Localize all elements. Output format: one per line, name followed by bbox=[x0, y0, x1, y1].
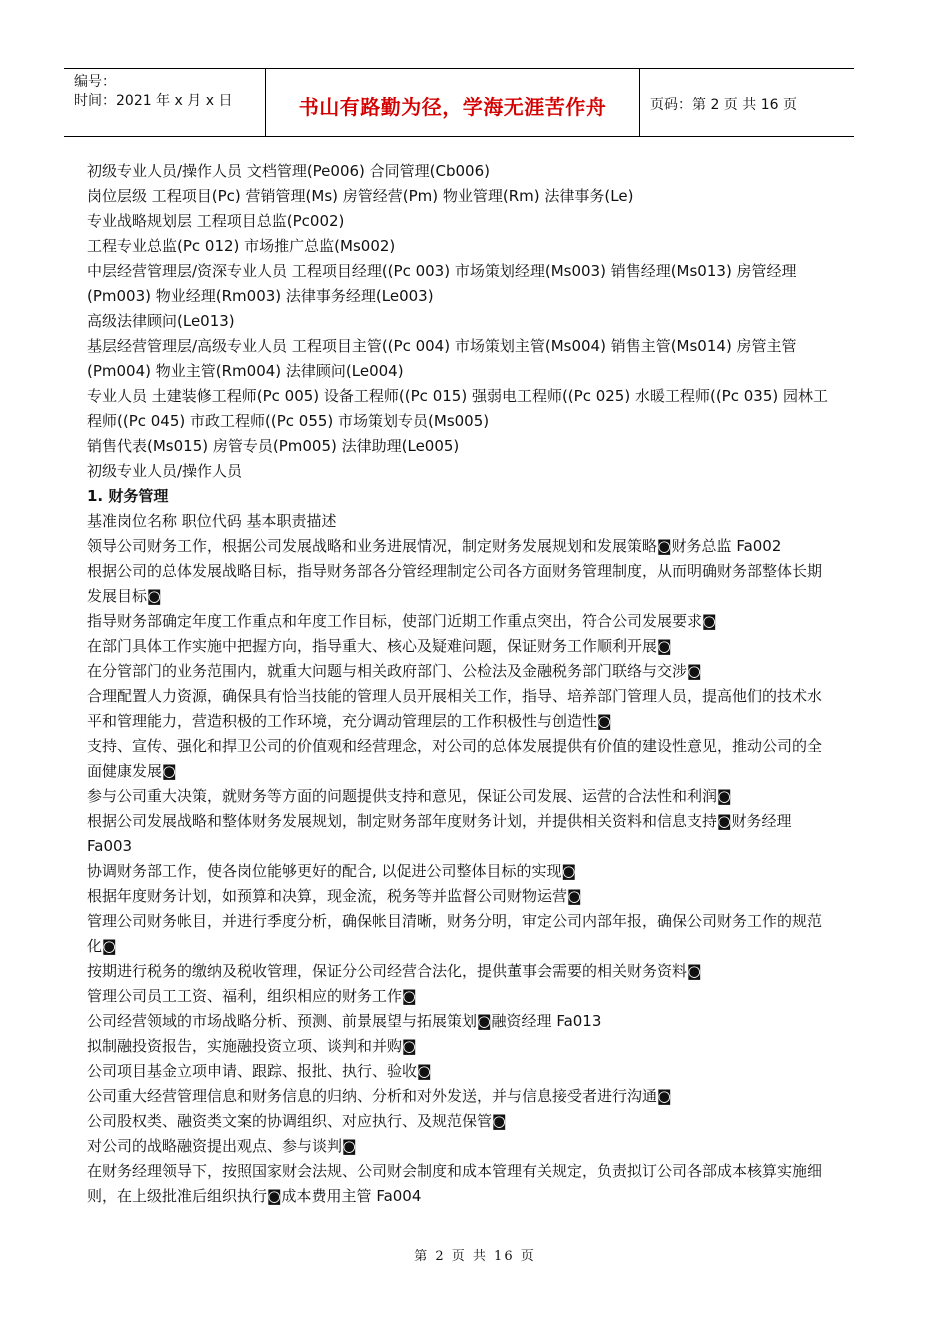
body-paragraph: 基准岗位名称 职位代码 基本职责描述 bbox=[87, 512, 337, 530]
body-paragraph: 公司经营领域的市场战略分析、预测、前景展望与拓展策划◙融资经理 Fa013 bbox=[87, 1012, 602, 1030]
body-paragraph: 管理公司员工工资、福利，组织相应的财务工作◙ bbox=[87, 987, 417, 1005]
page-footer: 第 2 页 共 16 页 bbox=[414, 1249, 536, 1264]
body-paragraph: 基层经营管理层/高级专业人员 工程项目主管((Pc 004) 市场策划主管(Ms004) 销售主管(Ms014) 房管主管(Pm004) 物业主管(Rm004) 法律顾问(Le004) bbox=[87, 337, 797, 380]
body-paragraph: 拟制融投资报告，实施融投资立项、谈判和并购◙ bbox=[87, 1037, 417, 1055]
body-paragraph: 根据年度财务计划，如预算和决算，现金流，税务等并监督公司财物运营◙ bbox=[87, 887, 582, 905]
header-page-number: 页码：第 2 页 共 16 页 bbox=[650, 97, 797, 113]
header-motto: 书山有路勤为径，学海无涯苦作舟 bbox=[298, 95, 607, 119]
document-code-label: 编号： bbox=[74, 74, 116, 90]
body-paragraph: 中层经营管理层/资深专业人员 工程项目经理((Pc 003) 市场策划经理(Ms003) 销售经理(Ms013) 房管经理(Pm003) 物业经理(Rm003) 法律事务经理(Le003) bbox=[87, 262, 797, 305]
body-paragraph: 专业人员 土建装修工程师(Pc 005) 设备工程师((Pc 015) 强弱电工程师((Pc 025) 水暖工程师((Pc 035) 园林工程师((Pc 045) 市政工程师((Pc 055) 市场策划专员(Ms005) bbox=[87, 387, 828, 430]
body-paragraph: 在分管部门的业务范围内，就重大问题与相关政府部门、公检法及金融税务部门联络与交涉◙ bbox=[87, 662, 702, 680]
body-paragraph: 领导公司财务工作，根据公司发展战略和业务进展情况，制定财务发展规划和发展策略◙财务总监 Fa002 bbox=[87, 537, 782, 555]
body-paragraph: 管理公司财务帐目，并进行季度分析，确保帐目清晰，财务分明，审定公司内部年报，确保公司财务工作的规范化◙ bbox=[87, 912, 823, 955]
body-paragraph: 协调财务部工作，使各岗位能够更好的配合, 以促进公司整体目标的实现◙ bbox=[87, 862, 577, 880]
section-heading: 1. 财务管理 bbox=[87, 487, 169, 505]
body-paragraph: 在部门具体工作实施中把握方向，指导重大、核心及疑难问题，保证财务工作顺利开展◙ bbox=[87, 637, 672, 655]
body-paragraph: 专业战略规划层 工程项目总监(Pc002) bbox=[87, 212, 345, 230]
body-paragraph: 公司项目基金立项申请、跟踪、报批、执行、验收◙ bbox=[87, 1062, 432, 1080]
document-date: 时间：2021 年 x 月 x 日 bbox=[74, 93, 233, 109]
body-paragraph: 按期进行税务的缴纳及税收管理，保证分公司经营合法化，提供董事会需要的相关财务资料◙ bbox=[87, 962, 702, 980]
body-paragraph: 支持、宣传、强化和捍卫公司的价值观和经营理念，对公司的总体发展提供有价值的建设性意见，推动公司的全面健康发展◙ bbox=[87, 737, 823, 780]
body-paragraph: 初级专业人员/操作人员 bbox=[87, 462, 243, 480]
header-meta bbox=[74, 73, 232, 111]
document-body bbox=[87, 159, 835, 1209]
body-paragraph: 高级法律顾问(Le013) bbox=[87, 312, 235, 330]
body-paragraph: 在财务经理领导下，按照国家财会法规、公司财会制度和成本管理有关规定，负责拟订公司各部成本核算实施细则，在上级批准后组织执行◙成本费用主管 Fa004 bbox=[87, 1162, 823, 1205]
page-header bbox=[64, 68, 854, 137]
body-paragraph: 合理配置人力资源，确保具有恰当技能的管理人员开展相关工作，指导、培养部门管理人员，提高他们的技术水平和管理能力，营造积极的工作环境，充分调动管理层的工作积极性与创造性◙ bbox=[87, 687, 823, 730]
body-paragraph: 参与公司重大决策，就财务等方面的问题提供支持和意见，保证公司发展、运营的合法性和利润◙ bbox=[87, 787, 732, 805]
body-paragraph: 指导财务部确定年度工作重点和年度工作目标，使部门近期工作重点突出，符合公司发展要求◙ bbox=[87, 612, 717, 630]
body-paragraph: 根据公司的总体发展战略目标，指导财务部各分管经理制定公司各方面财务管理制度，从而明确财务部整体长期发展目标◙ bbox=[87, 562, 823, 605]
body-paragraph: 公司重大经营管理信息和财务信息的归纳、分析和对外发送，并与信息接受者进行沟通◙ bbox=[87, 1087, 672, 1105]
header-divider bbox=[639, 69, 640, 136]
body-paragraph: 初级专业人员/操作人员 文档管理(Pe006) 合同管理(Cb006) bbox=[87, 162, 490, 180]
body-paragraph: 对公司的战略融资提出观点、参与谈判◙ bbox=[87, 1137, 357, 1155]
body-paragraph: 岗位层级 工程项目(Pc) 营销管理(Ms) 房管经营(Pm) 物业管理(Rm) 法律事务(Le) bbox=[87, 187, 634, 205]
body-paragraph: 销售代表(Ms015) 房管专员(Pm005) 法律助理(Le005) bbox=[87, 437, 460, 455]
body-paragraph: 工程专业总监(Pc 012) 市场推广总监(Ms002) bbox=[87, 237, 396, 255]
body-paragraph: 根据公司发展战略和整体财务发展规划，制定财务部年度财务计划，并提供相关资料和信息支持◙财务经理 Fa003 bbox=[87, 812, 792, 855]
body-paragraph: 公司股权类、融资类文案的协调组织、对应执行、及规范保管◙ bbox=[87, 1112, 507, 1130]
